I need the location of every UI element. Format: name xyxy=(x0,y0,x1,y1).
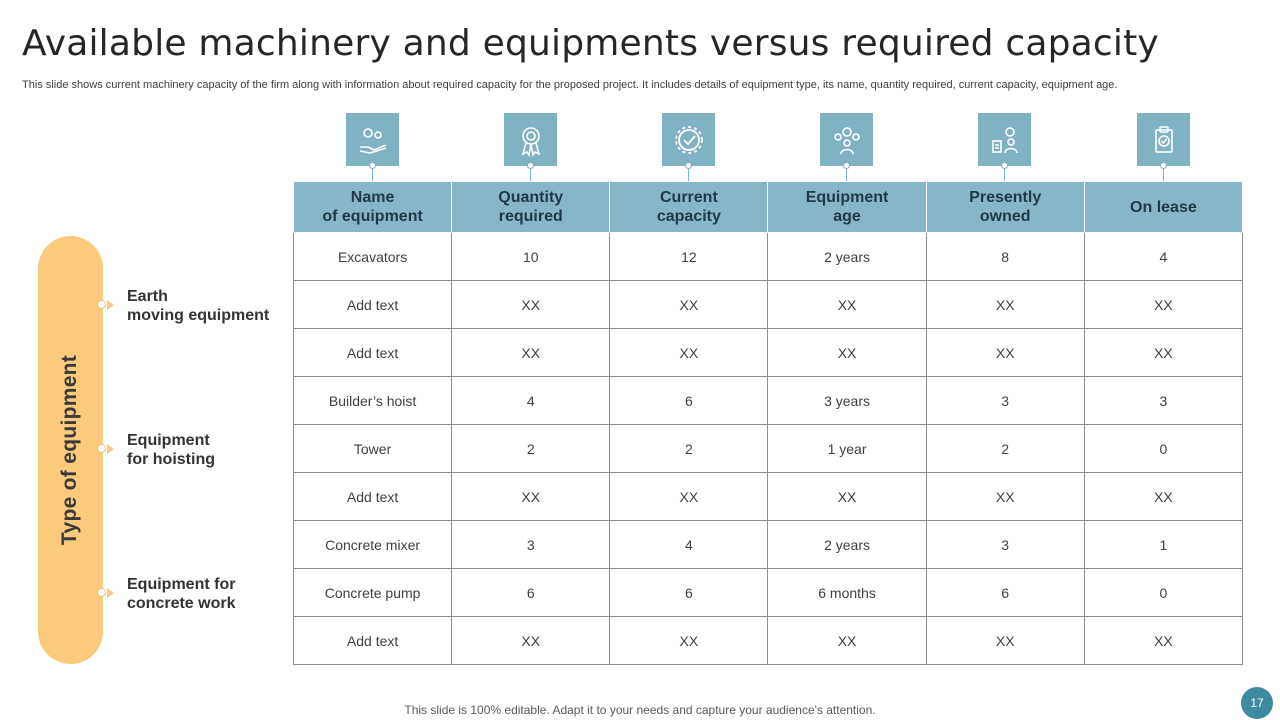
slide-title: Available machinery and equipments versus required capacity xyxy=(22,23,1159,64)
table-cell: Add text xyxy=(294,473,452,521)
header-line: On lease xyxy=(1130,198,1197,216)
header-line: Quantity xyxy=(498,189,564,206)
table-cell: 3 xyxy=(926,521,1084,569)
header-on-lease xyxy=(1084,182,1242,233)
icon-connector-knob xyxy=(527,162,534,169)
table-cell: 2 xyxy=(452,425,610,473)
category-connector-arrow xyxy=(107,588,114,598)
table-cell: XX xyxy=(1084,281,1242,329)
table-cell: 6 xyxy=(926,569,1084,617)
category-label-line: Equipment xyxy=(127,432,210,449)
table-cell: 6 xyxy=(452,569,610,617)
table-cell: 4 xyxy=(452,377,610,425)
table-cell: XX xyxy=(452,329,610,377)
category-label-line: for hoisting xyxy=(127,451,215,468)
table-row xyxy=(294,425,1243,473)
icon-connector-knob xyxy=(685,162,692,169)
header-line: Current xyxy=(660,189,718,206)
table-cell: 2 years xyxy=(768,233,926,281)
category-connector-dot xyxy=(97,300,106,309)
category-connector-arrow xyxy=(107,444,114,454)
category-label-line: Equipment for xyxy=(127,576,236,593)
table-cell: XX xyxy=(926,473,1084,521)
table-cell: Add text xyxy=(294,329,452,377)
table-cell: Tower xyxy=(294,425,452,473)
header-equipment-age xyxy=(768,182,926,233)
header-quantity-required xyxy=(452,182,610,233)
table-cell: 4 xyxy=(610,521,768,569)
table-cell: XX xyxy=(1084,329,1242,377)
gears-person-icon xyxy=(820,113,873,166)
table-cell: Add text xyxy=(294,281,452,329)
table-row xyxy=(294,377,1243,425)
table-cell: 4 xyxy=(1084,233,1242,281)
category-label-line: concrete work xyxy=(127,595,236,612)
category-connector-dot xyxy=(97,588,106,597)
table-cell: 1 year xyxy=(768,425,926,473)
table-cell: XX xyxy=(452,281,610,329)
gear-check-icon xyxy=(662,113,715,166)
table-row xyxy=(294,617,1243,665)
category-earth-moving xyxy=(127,287,269,325)
icon-connector-knob xyxy=(1001,162,1008,169)
table-cell: XX xyxy=(1084,617,1242,665)
table-cell: XX xyxy=(610,473,768,521)
table-cell: XX xyxy=(610,617,768,665)
icon-connector-knob xyxy=(843,162,850,169)
table-cell: 12 xyxy=(610,233,768,281)
header-line: Name xyxy=(350,189,395,206)
slide-subtitle: This slide shows current machinery capacity of the firm along with information about required capacity for the proposed project. It includes details of equipment type, its name, quantity required, current capacity, equipment age. xyxy=(22,79,1118,91)
table-cell: XX xyxy=(768,281,926,329)
table-cell: 10 xyxy=(452,233,610,281)
footer-note: This slide is 100% editable. Adapt it to your needs and capture your audience's attention. xyxy=(404,703,876,717)
category-connector-dot xyxy=(97,444,106,453)
icon-connector-knob xyxy=(369,162,376,169)
header-line: of equipment xyxy=(322,208,423,225)
table-row xyxy=(294,473,1243,521)
table-cell: XX xyxy=(610,281,768,329)
table-cell: 3 xyxy=(926,377,1084,425)
category-pill-label xyxy=(38,236,103,664)
table-cell: XX xyxy=(610,329,768,377)
table-cell: 0 xyxy=(1084,425,1242,473)
table-cell: 8 xyxy=(926,233,1084,281)
people-gear-icon xyxy=(978,113,1031,166)
header-line: Equipment xyxy=(805,189,889,206)
table-cell: XX xyxy=(926,329,1084,377)
category-pill-text: Type of equipment xyxy=(58,354,82,546)
table-cell: XX xyxy=(452,617,610,665)
header-current-capacity xyxy=(610,182,768,233)
table-cell: XX xyxy=(768,473,926,521)
category-hoisting xyxy=(127,431,215,469)
table-cell: 3 years xyxy=(768,377,926,425)
header-line: capacity xyxy=(656,208,721,225)
table-cell: XX xyxy=(768,329,926,377)
table-cell: XX xyxy=(452,473,610,521)
table-cell: 6 months xyxy=(768,569,926,617)
table-cell: 6 xyxy=(610,377,768,425)
header-name-of-equipment xyxy=(294,182,452,233)
table-cell: 0 xyxy=(1084,569,1242,617)
category-label-line: moving equipment xyxy=(127,307,270,324)
page-number-badge: 17 xyxy=(1241,687,1273,719)
table-cell: XX xyxy=(1084,473,1242,521)
table-cell: Concrete pump xyxy=(294,569,452,617)
table-cell: 2 years xyxy=(768,521,926,569)
table-row xyxy=(294,233,1243,281)
header-line: Presently xyxy=(969,189,1042,206)
icon-connector-knob xyxy=(1160,162,1167,169)
table-cell: 6 xyxy=(610,569,768,617)
table-header-row xyxy=(294,182,1243,233)
table-cell: Concrete mixer xyxy=(294,521,452,569)
header-presently-owned xyxy=(926,182,1084,233)
table-cell: 2 xyxy=(926,425,1084,473)
table-cell: XX xyxy=(768,617,926,665)
header-line: owned xyxy=(979,208,1031,225)
table-cell: 1 xyxy=(1084,521,1242,569)
table-row xyxy=(294,281,1243,329)
table-cell: 3 xyxy=(1084,377,1242,425)
table-row xyxy=(294,521,1243,569)
table-row xyxy=(294,569,1243,617)
table-cell: Excavators xyxy=(294,233,452,281)
table-cell: XX xyxy=(926,281,1084,329)
category-label-line: Earth xyxy=(127,288,168,305)
table-row xyxy=(294,329,1243,377)
clipboard-check-icon xyxy=(1137,113,1190,166)
category-concrete-work xyxy=(127,575,235,613)
table-cell: Add text xyxy=(294,617,452,665)
header-line: required xyxy=(498,208,563,225)
category-connector-arrow xyxy=(107,300,114,310)
table-cell: 2 xyxy=(610,425,768,473)
equipment-table xyxy=(293,181,1243,665)
table-cell: Builder’s hoist xyxy=(294,377,452,425)
award-ribbon-icon xyxy=(504,113,557,166)
table-cell: XX xyxy=(926,617,1084,665)
table-cell: 3 xyxy=(452,521,610,569)
gears-hand-icon xyxy=(346,113,399,166)
header-line: age xyxy=(833,208,861,225)
